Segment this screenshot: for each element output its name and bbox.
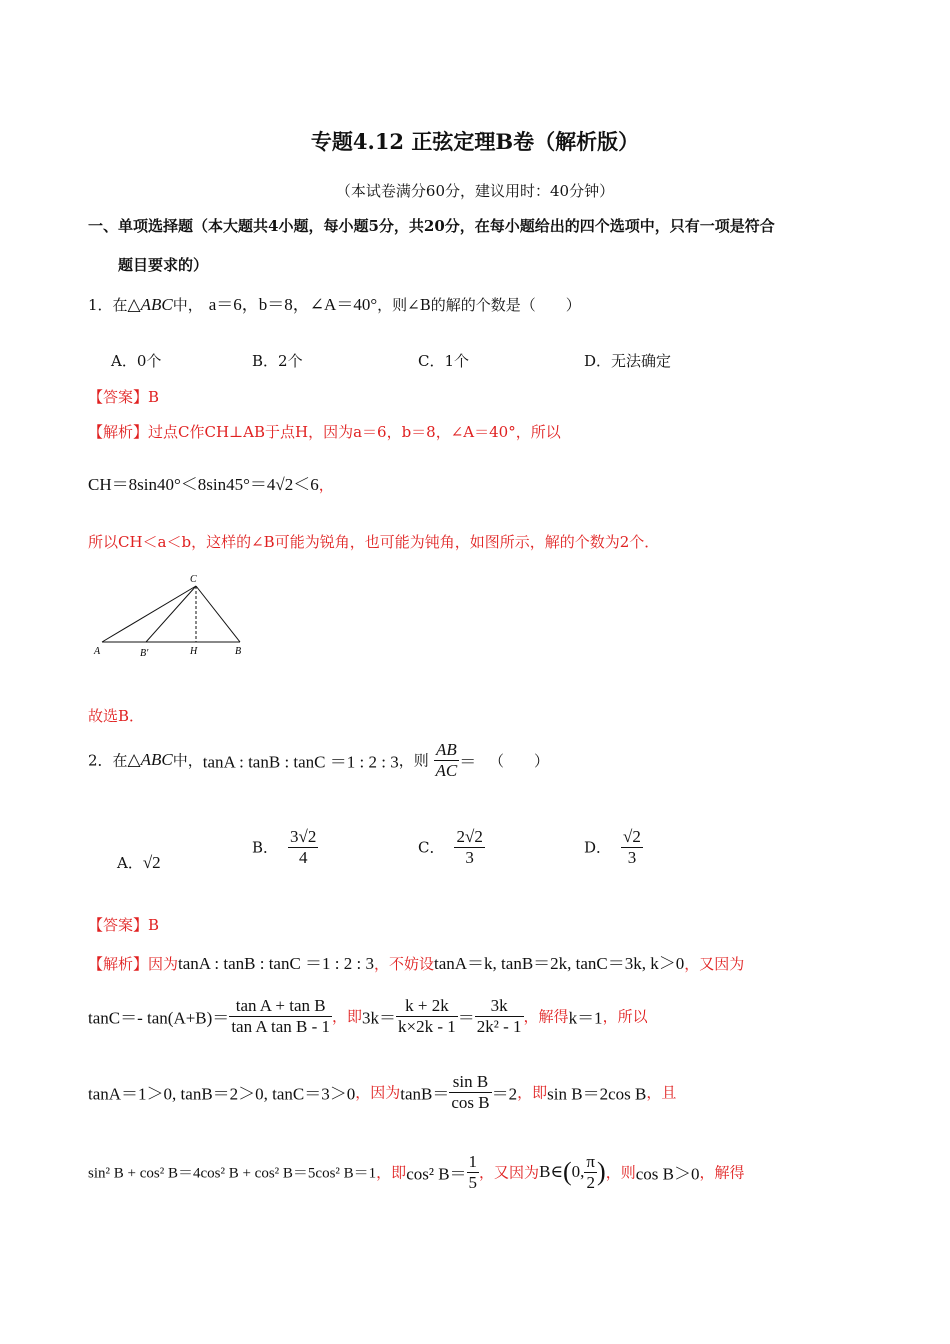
q2-analysis-line-2: tanC＝- tan(A+B)＝ $\frac{\text{tan A + tan B}}{\text{tan A tan B - 1}}$ ，即3k＝ $\frac{k + 2k}{k\times 2k - 1}$ ＝ $\frac{3k}{\text{2k² - 1}}$ ，解得k＝1，所以 bbox=[88, 996, 648, 1036]
q1-option-d: D．无法确定 bbox=[584, 352, 672, 370]
q1-answer: 【答案】B bbox=[88, 388, 160, 406]
question-2-stem: 2．在△ABC中，tanA : tanB : tanC ＝1 : 2 : 3，则 $\frac{AB}{AC}$ ＝ （ ） bbox=[88, 740, 550, 780]
q2-option-d: D． $\frac{√2}{3}$ bbox=[584, 827, 641, 867]
side-ac bbox=[102, 586, 196, 642]
q1-triangle-figure bbox=[90, 570, 250, 660]
q1-option-b: B．2个 bbox=[252, 352, 303, 370]
q2-analysis-line-3: tanA＝1＞0, tanB＝2＞0, tanC＝3＞0，因为tanB＝ $\frac{\text{sin B}}{\text{cos B}}$ ＝2，即sin B＝2cos B，且 bbox=[88, 1072, 677, 1112]
q2-answer: 【答案】B bbox=[88, 916, 160, 934]
q2-analysis-line-4: sin² B + cos² B＝4cos² B + cos² B＝5cos² B＝1，即cos² B＝ $\frac{1}{5}$ ，又因为B∈(0, $\frac{\pi}{2}$ )，则cos B＞0，解得 bbox=[88, 1152, 745, 1192]
section-heading-cont: 题目要求的） bbox=[118, 256, 209, 274]
page-subtitle: （本试卷满分60分，建议用时：40分钟） bbox=[335, 182, 615, 200]
question-1-stem: 1．在△ABC中， a＝6，b＝8，∠A＝40°，则∠B的解的个数是（ ） bbox=[88, 295, 581, 314]
q1-option-a: A．0个 bbox=[111, 352, 162, 370]
q2-analysis-line-1: 【解析】因为tanA : tanB : tanC ＝1 : 2 : 3，不妨设tanA＝k, tanB＝2k, tanC＝3k, k＞0，又因为 bbox=[88, 954, 745, 973]
label-b: B bbox=[235, 646, 242, 657]
q1-analysis-line-2: 所以CH＜a＜b，这样的∠B可能为锐角，也可能为钝角，如图所示，解的个数为2个． bbox=[88, 533, 660, 551]
q2-option-c: C． $\frac{2√2}{3}$ bbox=[418, 827, 483, 867]
q1-option-c: C．1个 bbox=[418, 352, 470, 370]
side-cb bbox=[196, 586, 240, 642]
label-h: H bbox=[190, 646, 198, 657]
q1-analysis-line-1: 【解析】过点C作CH⊥AB于点H，因为a＝6，b＝8，∠A＝40°，所以 bbox=[88, 423, 561, 441]
label-c: C bbox=[190, 574, 197, 585]
q1-condition: a＝6，b＝8，∠A＝40° bbox=[208, 295, 378, 314]
side-cb-prime bbox=[146, 586, 196, 642]
label-b-prime: B′ bbox=[140, 648, 149, 659]
section-heading: 一、单项选择题（本大题共4小题，每小题5分，共20分，在每小题给出的四个选项中，只有一项是符合 bbox=[88, 217, 775, 235]
label-a: A bbox=[94, 646, 101, 657]
q2-option-a: A．√2 bbox=[117, 853, 161, 872]
page-title: 专题4.12 正弦定理B卷（解析版） bbox=[310, 129, 640, 154]
q1-formula: CH＝8sin40°＜8sin45°＝4√2＜6， bbox=[88, 475, 334, 494]
q2-option-b: B． $\frac{3√2}{4}$ bbox=[252, 827, 317, 867]
triangle-label: △ABC bbox=[127, 295, 173, 314]
q1-conclusion: 故选B． bbox=[88, 707, 145, 725]
q2-fraction: $\frac{AB}{AC}$ bbox=[435, 740, 458, 780]
